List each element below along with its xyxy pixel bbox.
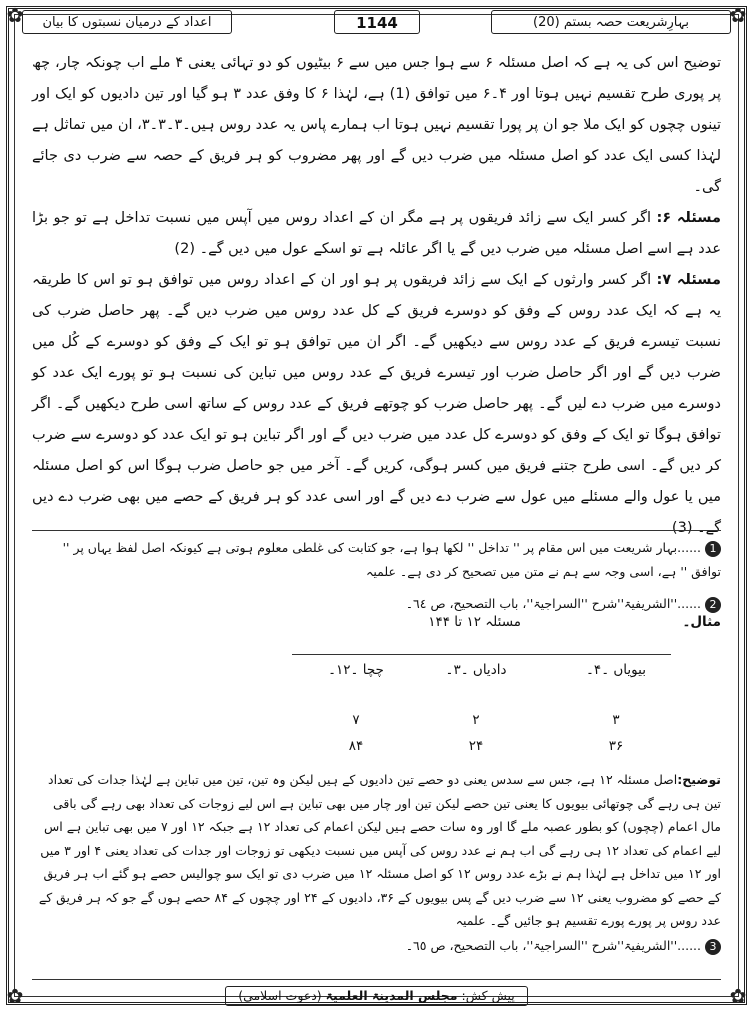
footnote-3-number: 3	[705, 939, 721, 955]
publisher-box	[225, 986, 528, 1006]
table-top-rule	[292, 654, 671, 655]
footnote-1	[32, 536, 721, 584]
ornament-icon: ✿	[729, 984, 747, 1008]
tawzih-label: توضیح:	[677, 772, 721, 787]
chapter-title: اعداد کے درمیان نسبتوں کا بیان	[22, 10, 232, 34]
column-header-wives: بیویاں ۔۴۔	[586, 662, 646, 678]
share-uncles: ۷	[352, 712, 360, 728]
ornament-icon: ✿	[6, 3, 24, 27]
paragraph-masala-7	[32, 265, 721, 544]
publisher-name: مجلس المدینۃ العلمیۃ	[325, 988, 458, 1003]
footnote-2-number: 2	[705, 597, 721, 613]
footnote-3-text: ......''الشریفیۃ''شرح ''السراجیۃ''، باب التصحیح، ص ٦٥۔	[405, 938, 701, 953]
masala-7-text: اگر کسر وارثوں کے ایک سے زائد فریقوں پر ہو اور ان کے اعداد روس میں توافق ہو تو اس کا طریقہ یہ ہے کہ ایک عدد روس کے وفق کو دوسرے فریق کے کل عدد روس میں ضرب دیں گے۔ پھر حاصل ضرب کی نسبت تیسرے فریق کے عدد روس سے دیکھیں گے۔ اگر ان میں توافق ہو تو ایک کے وفق کو دوسرے کے کُل میں ضرب دیں گے اور اگر حاصل ضرب اور تیسرے فریق کے عدد روس میں تباین کی نسبت ہو تو پورے ایک عدد کو دوسرے میں ضرب دے لیں گے۔ پھر حاصل ضرب کو چوتھے فریق کے عدد روس کے ساتھ اسی طرح دیکھیں گے۔ اگر توافق ہوگا تو ایک کے وفق کو دوسرے کل عدد میں ضرب دیں گے اور اگر تباین ہو تو ایک عدد کو دوسرے سے ضرب کر دیں گے۔ اسی طرح جتنے فریق میں کسر ہوگی، کریں گے۔ آخر میں جو حاصل ضرب ہوگا اس کو اصل مسئلہ میں یا عول والے مسئلے میں عول سے ضرب دے دیں گے اور اسی عدد کو ہر فریق کے حصے میں بھی ضرب دے دیں گے۔ (3)	[32, 272, 721, 536]
page-header	[22, 6, 731, 36]
footer-divider	[32, 979, 721, 980]
total-grandmothers: ۲۴	[468, 738, 484, 754]
example-table	[32, 614, 721, 764]
tawzih-paragraph	[32, 768, 721, 933]
tawzih-text: اصل مسئلہ ۱۲ ہے، جس سے سدس یعنی دو حصے تین دادیوں کے ہیں لیکن وہ تین، تین میں تباین ہے لہٰذا جدات کی تعداد تین ہی رہے گی چوتھائی بیویوں کا یعنی تین حصے لیکن تین اور چار میں بھی تباین ہے اس لیے زوجات کی تعداد بھی رہے گی باقی مال اعمام (چچوں) کو بطور عصبہ ملے گا اور وہ سات حصے ہیں لیکن اعمام کی تعداد ۱۲ ہے جبکہ ۱۲ اور ۷ میں بھی تباین ہے اس لیے اعمام کی تعداد ۱۲ ہی رہے گی اب ہم نے عدد روس کی آپس میں نسبت دیکھی تو زوجات اور جدات کی تعداد یعنی ۴ اور ۳ میں اور ۱۲ میں تداخل ہے لہٰذا ہم نے بڑے عدد روس ۱۲ کو اصل مسئلہ ۱۲ میں ضرب دی تو ایک سو چوالیس حصے ہو گئے اب ہر فریق کے حصے کو مضروب یعنی ۱۲ سے ضرب دیں گے پس بیویوں کے ۳۶، دادیوں کے ۲۴ اور چچوں کے ۸۴ حصے ہوں گے جو کہ ہر فریق کے عدد روس پر پورے پورے تقسیم ہو جائیں گے۔ علمیہ	[38, 772, 721, 928]
footnote-1-number: 1	[705, 541, 721, 557]
presented-by-label: پیش کش:	[461, 988, 515, 1003]
footnote-2	[32, 592, 721, 616]
ornament-icon: ✿	[6, 984, 24, 1008]
share-grandmothers: ۲	[472, 712, 480, 728]
total-wives: ۳۶	[608, 738, 624, 754]
share-wives: ۳	[612, 712, 620, 728]
column-header-grandmothers: دادیاں ۔۳۔	[445, 662, 507, 678]
masala-6-label: مسئلہ ۶:	[656, 210, 721, 226]
footnote-2-text: ......''الشریفیۃ''شرح ''السراجیۃ''، باب التصحیح، ص ٦٤۔	[405, 596, 701, 611]
masala-7-label: مسئلہ ۷:	[656, 272, 721, 288]
paragraph-masala-6	[32, 203, 721, 265]
main-text	[32, 48, 721, 544]
footnote-3	[32, 934, 721, 958]
publisher-note: (دعوت اسلامی)	[238, 988, 322, 1003]
paragraph-explanation: توضیح اس کی یہ ہے کہ اصل مسئلہ ۶ سے ہوا جس میں سے ۶ بیٹیوں کو دو تہائی یعنی ۴ ملے اب چونکہ چار، چھ پر پوری طرح تقسیم نہیں ہوتا اور ۴۔۶ میں توافق (1) ہے، لہٰذا ۶ کا وفق عدد ۳ ہو گیا اور تین دادیوں کو ایک اور تینوں چچوں کو ایک ملا جو ان پر پورا تقسیم نہیں ہوتا اب ہمارے پاس یہ عدد روس ہیں۔۳۔۳۔۳، ان میں تماثل ہے لہٰذا کسی ایک عدد کو اصل مسئلہ میں ضرب دیں گے اور پھر مضروب کو ہر فریق کے حصہ سے ضرب دی جائے گی۔	[32, 55, 722, 195]
book-title: بہارِشریعت حصہ بستم (20)	[491, 10, 731, 34]
example-label: مثال۔	[682, 614, 721, 630]
column-header-uncles: چچا ۔۱۲۔	[328, 662, 384, 678]
page-number: 1144	[334, 10, 420, 34]
page-footer	[22, 985, 731, 1007]
total-uncles: ۸۴	[348, 738, 364, 754]
example-masala: مسئلہ ۱۲ تا ۱۴۴	[428, 614, 521, 630]
masala-6-text: اگر کسر ایک سے زائد فریقوں پر ہے مگر ان کے اعداد روس میں آپس میں نسبت تداخل ہے تو جو بڑا عدد ہے اسے اصل مسئلہ میں ضرب دیں گے یا اگر عائلہ ہے تو اسکے عول میں دیں گے۔ (2)	[32, 210, 721, 257]
footnote-1-text: ......بہار شریعت میں اس مقام پر '' تداخل '' لکھا ہوا ہے، جو کتابت کی غلطی معلوم ہوتی ہے کیونکہ اصل لفظ یہاں پر '' توافق '' ہے، اسی وجہ سے ہم نے متن میں تصحیح کر دی ہے۔ علمیہ	[62, 540, 721, 579]
ornament-icon: ✿	[729, 3, 747, 27]
footnote-divider	[32, 530, 721, 531]
